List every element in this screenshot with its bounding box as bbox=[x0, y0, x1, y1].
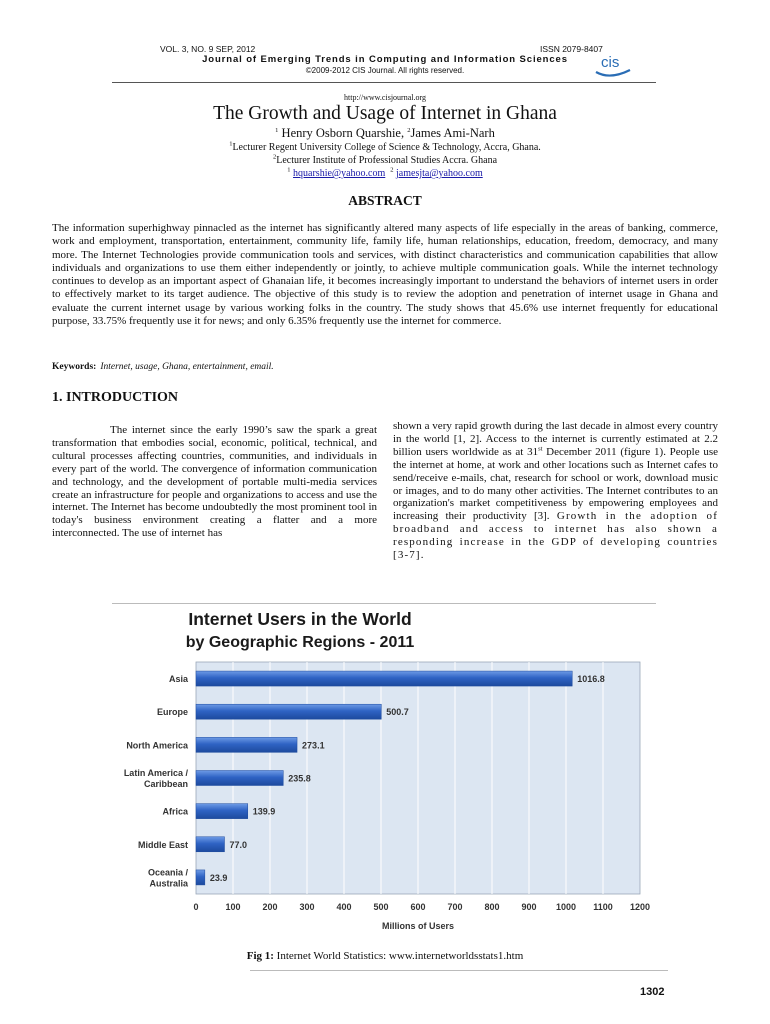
chart-x-tick-label: 1000 bbox=[555, 902, 577, 912]
chart-category-label bbox=[169, 674, 189, 684]
intro-col2-part-b: December 2011 (figure 1). People use the internet at home, at work and other locations such as Internet cafes to send/receive e-mails, chat, research for school or work, download music or images, and to do many other activities. The Internet contributes to an organization's market competitiveness by empowering employees and increasing their productivity [3]. bbox=[393, 445, 718, 523]
figure-bottom-rule bbox=[250, 970, 668, 971]
chart-x-tick-label: 700 bbox=[447, 902, 463, 912]
chart-data-label: 273.1 bbox=[302, 740, 325, 751]
cis-logo bbox=[592, 50, 634, 78]
chart-bar bbox=[196, 737, 297, 752]
logo-text: cis bbox=[601, 54, 620, 71]
chart-data-label: 139.9 bbox=[252, 806, 276, 817]
chart-category-label bbox=[148, 867, 189, 888]
author2: James Ami-Narh bbox=[410, 126, 495, 140]
chart-x-tick-label: 0 bbox=[193, 902, 199, 912]
abstract-text: The information superhighway pinnacled as the internet has significantly altered many aspects of life especially in the areas of banking, commerce, work and employment, transportation, entertainment, community life, family life, human relationships, education, freedom, democracy, and many more. The Internet Technologies provide communication tools and services, with distinct characteristics and communication capabilities that allow individuals and organizations to use them either independently or jointly, to achieve multiple communication goals. While the internet technology continues to develop as an important aspect of Ghanaian life, it becomes increasingly important to understand the behaviors of internet users in order to effectively market to its target audience. The objective of this study is to review the adoption and penetration of internet usage in Ghana and evaluate the current internet usage by various working folks in the country. The study shows that 45.6% use internet frequently for educational purpose, 33.75% frequently use it for news; and only 6.35% frequently use the internet for commerce. bbox=[52, 222, 718, 328]
chart-category-label bbox=[126, 740, 189, 750]
aff2-text: Lecturer Institute of Professional Studies Accra. Ghana bbox=[276, 155, 498, 166]
chart-bar bbox=[196, 771, 283, 786]
keywords-label: Keywords: bbox=[52, 362, 97, 372]
chart-x-tick-label: 200 bbox=[262, 902, 278, 912]
aff1-sup: 1 bbox=[229, 140, 233, 148]
intro-col2-part-a: shown a very rapid growth during the last decade in almost every country in the world [1, 2]. Access to the internet is currently estimated at 2.2 billion users worldwide as at 31 bbox=[393, 420, 718, 458]
chart-data-label: 1016.8 bbox=[577, 674, 605, 685]
header-rule bbox=[112, 82, 656, 83]
chart-category-label bbox=[138, 840, 188, 850]
keywords bbox=[52, 362, 718, 372]
chart-category-label-line: North America bbox=[126, 740, 188, 751]
journal-name: Journal of Emerging Trends in Computing and Information Sciences bbox=[202, 54, 568, 65]
affiliation-2 bbox=[60, 155, 710, 166]
chart-x-tick-label: 1200 bbox=[629, 902, 651, 912]
chart-x-tick-label: 400 bbox=[336, 902, 352, 912]
chart-data-label: 235.8 bbox=[288, 773, 311, 784]
aff1-text: Lecturer Regent University College of Science & Technology, Accra, Ghana. bbox=[232, 142, 541, 153]
chart-x-tick-label: 1100 bbox=[593, 902, 613, 912]
chart-bar bbox=[196, 704, 381, 719]
chart-category-label-line: Middle East bbox=[137, 839, 188, 850]
figure-caption-text: Internet World Statistics: www.internetworldsstats1.htm bbox=[273, 950, 524, 962]
authors bbox=[60, 126, 710, 141]
chart-category-label-line: Europe bbox=[156, 707, 188, 718]
intro-column-1: The internet since the early 1990’s saw the spark a great transformation that embodies social, economic, political, technical, and cultural processes affecting countries, communities, and individuals in every part of the world. The convergence of information communication and technology, and the development of portable multi-media services create an infrastructure for people and organizations to access and use the internet. The Internet has become undoubtedly the most prominent tool in today's business environment creating a flatter and a more interconnected. The use of internet has bbox=[52, 424, 377, 540]
chart-data-label: 23.9 bbox=[209, 872, 228, 883]
copyright: ©2009-2012 CIS Journal. All rights reserved. bbox=[305, 66, 465, 75]
chart-data-label: 77.0 bbox=[229, 839, 248, 850]
figure-top-rule bbox=[112, 603, 656, 604]
author1: Henry Osborn Quarshie, bbox=[281, 126, 405, 140]
intro-col2-sup: st bbox=[538, 445, 543, 453]
chart-x-tick-label: 900 bbox=[521, 902, 537, 912]
chart-data-label: 500.7 bbox=[386, 707, 409, 718]
internet-users-chart bbox=[110, 607, 660, 935]
chart-bar bbox=[196, 804, 248, 819]
chart-category-label bbox=[157, 707, 188, 717]
chart-category-label-line: Oceania / bbox=[147, 867, 188, 878]
intro-column-2 bbox=[393, 420, 718, 562]
chart-x-tick-label: 500 bbox=[373, 902, 389, 912]
journal-url[interactable]: http://www.cisjournal.org bbox=[344, 93, 426, 102]
chart-category-label bbox=[124, 768, 189, 789]
chart-subtitle: by Geographic Regions - 2011 bbox=[185, 634, 415, 651]
author-emails bbox=[60, 168, 710, 179]
email1-sup: 1 bbox=[287, 166, 291, 174]
keywords-text: Internet, usage, Ghana, entertainment, email. bbox=[100, 362, 274, 372]
volume-info: VOL. 3, NO. 9 SEP, 2012 bbox=[160, 44, 256, 54]
chart-category-label-line: Africa bbox=[162, 806, 188, 817]
author2-sup: 2 bbox=[407, 126, 411, 134]
issn: ISSN 2079-8407 bbox=[540, 44, 603, 54]
author1-sup: 1 bbox=[275, 126, 279, 134]
chart-category-label-line: Asia bbox=[168, 674, 188, 685]
chart-category-label bbox=[162, 807, 189, 817]
page-number: 1302 bbox=[640, 986, 665, 998]
figure-caption-label: Fig 1: bbox=[246, 950, 274, 962]
email2-sup: 2 bbox=[390, 166, 394, 174]
email-link-1[interactable]: hquarshie@yahoo.com bbox=[293, 168, 386, 179]
paper-title: The Growth and Usage of Internet in Ghana bbox=[213, 103, 557, 124]
affiliation-1 bbox=[60, 142, 710, 153]
chart-bar bbox=[196, 870, 205, 885]
chart-category-label-line: Latin America / bbox=[123, 768, 188, 778]
aff2-sup: 2 bbox=[272, 153, 277, 161]
email-link-2[interactable]: jamesjta@yahoo.com bbox=[396, 168, 483, 179]
chart-x-axis-label: Millions of Users bbox=[381, 921, 455, 931]
intro-col2-part-c: Growth in the adoption of broadband and access to internet has also shown a responding increase in the GDP of developing countries [3-7]. bbox=[393, 510, 719, 562]
chart-title: Internet Users in the World bbox=[188, 609, 412, 629]
chart-x-tick-label: 100 bbox=[225, 902, 241, 912]
chart-category-label-line: Caribbean bbox=[143, 779, 188, 789]
chart-x-tick-label: 300 bbox=[299, 902, 315, 912]
figure-caption bbox=[100, 950, 670, 962]
section-heading-introduction: 1. INTRODUCTION bbox=[52, 390, 179, 405]
chart-x-tick-label: 600 bbox=[410, 902, 426, 912]
chart-x-tick-label: 800 bbox=[484, 902, 500, 912]
chart-category-label-line: Australia bbox=[149, 878, 188, 889]
chart-bar bbox=[196, 837, 224, 852]
abstract-heading: ABSTRACT bbox=[348, 193, 422, 208]
chart-bar bbox=[196, 671, 572, 686]
